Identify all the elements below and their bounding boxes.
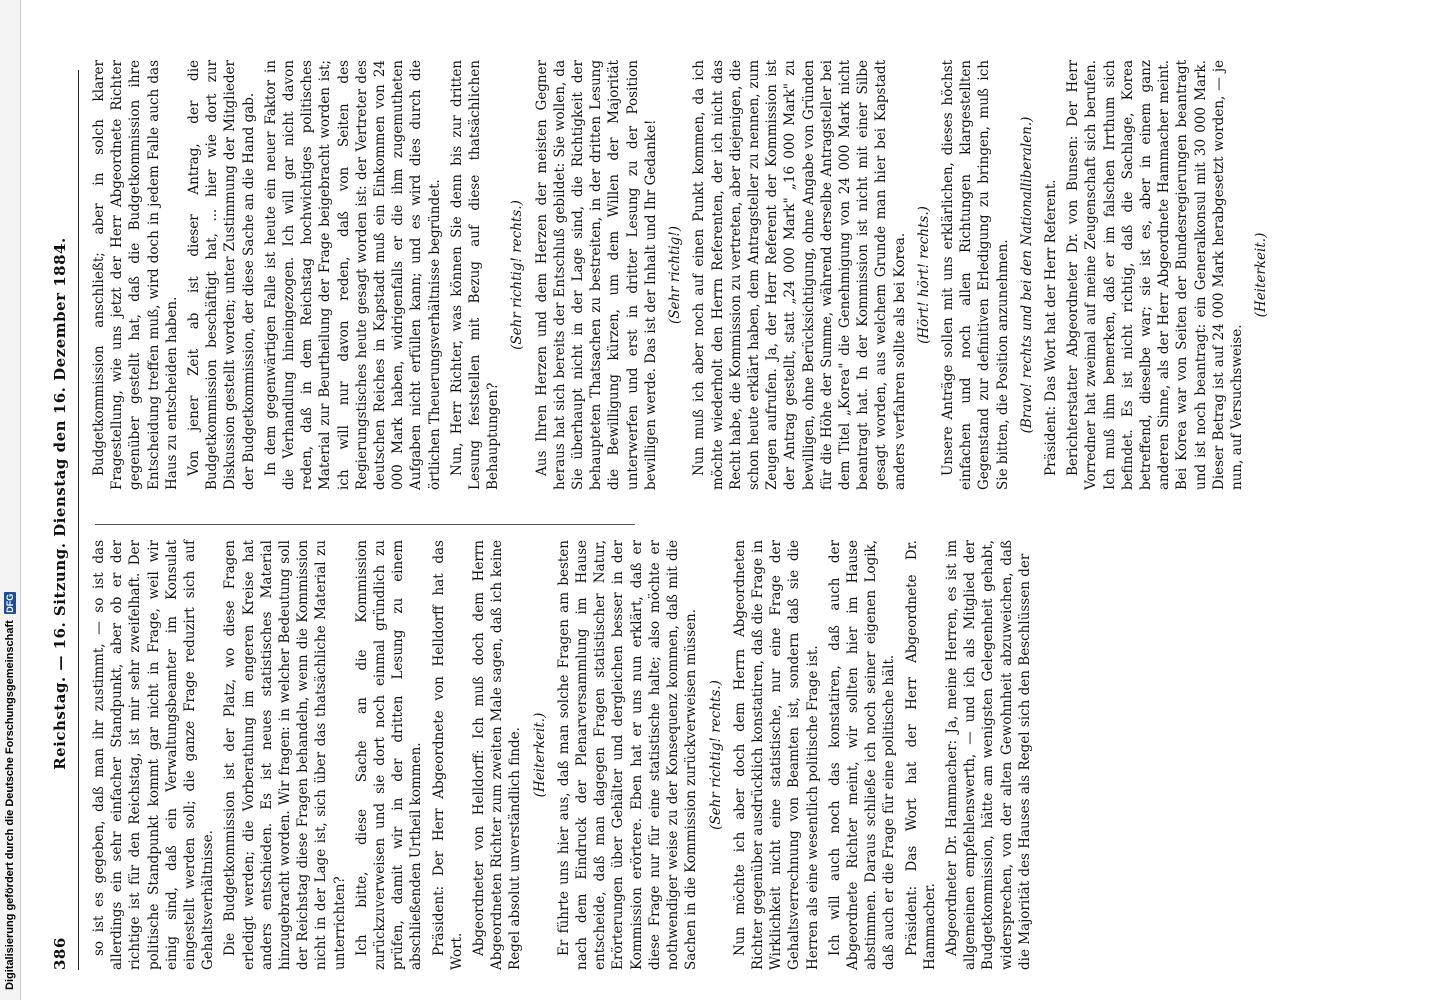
paragraph: Abgeordneter von Helldorff: Ich muß doch dem Herrn Abgeordneten Richter zum zweiten Male sagen, daß ich keine Regel absolut unverständlich finde. <box>471 540 524 970</box>
funding-sidebar <box>0 0 21 1000</box>
interjection: (Bravo! rechts und bei den Nationalliberalen.) <box>1018 116 1035 434</box>
header-rule <box>78 70 79 970</box>
paragraph: Abgeordneter Dr. Hammacher: Ja, meine Herren, es ist im allgemeinen empfehlenswerth, — und ich als Mitglied der Budgetkommission, hätte am wenigsten Gelegenheit gehabt, widersprechen, von der alten Gewohnheit abzuweichen, daß die Majorität des Hauses als Regel sich den Beschlüssen der <box>943 540 1033 970</box>
paragraph: Aus Ihren Herzen und dem Herzen der meisten Gegner heraus hat sich bereits der Entschluß gebildet: Sie wollen, da Sie überhaupt nicht in der Lage sind, die Richtigkeit der behaupteten Thatsachen zu bestreiten, in der dritten Lesung die Bewilligung kürzen, um dem Willen der Majorität unterwerfen und erst in dritter Lesung zu der Position bewilligen werde. Das ist der Inhalt und Ihr Gedanke! <box>533 60 659 490</box>
interjection: (Heiterkeit.) <box>1253 232 1270 318</box>
interjection: (Sehr richtig!) <box>667 225 684 325</box>
interjection: (Heiterkeit.) <box>531 712 548 798</box>
interjection: (Hört! hört! rechts.) <box>915 206 932 344</box>
paragraph: Unsere Anträge sollen mit uns erklärlichen, dieses höchst einfachen und noch allen Richtungen klargestellten Gegenstand zur definitiven Erledigung zu bringen, muß ich Sie bitten, die Position anzunehmen. <box>939 60 1011 490</box>
paragraph: Nun, Herr Richter, was können Sie denn bis zur dritten Lesung feststellen mit Bezug auf diese thatsächlichen Behauptungen? <box>448 60 502 490</box>
page-header <box>45 70 75 970</box>
right-column <box>90 60 1276 490</box>
paragraph: Berichterstatter Abgeordneter Dr. von Bunsen: Der Herr Vorredner hat zweimal auf meine Zeugenschaft sich berufen. Ich muß ihm bemerken, daß er im falschen Irrthum sich befindet. Es ist nicht richtig, daß die Sachlage, Korea betreffend, dieselbe war; sie ist es, aber in einem ganz anderen Sinne, als der Herr Abgeordnete Hammacher meint. Bei Korea war von Seiten der Bundesregierungen beantragt und ist noch beantragt: ein Generalkonsul mit 30 000 Mark. Dieser Betrag ist auf 24 000 Mark herabgesetzt worden, — je nun, auf Versuchsweise. <box>1065 60 1245 490</box>
dfg-logo-icon: DFG <box>5 593 15 613</box>
paragraph: Präsident: Der Herr Abgeordnete von Helldorff hat das Wort. <box>430 540 465 970</box>
paragraph: Er führte uns hier aus, daß man solche Fragen am besten nach dem Eindruck der Plenarversammlung im Hause entscheide, daß man dagegen Fragen statistischer Natur, Erörterungen über Gehälter und dergleichen besser in der Kommission erörtere. Eben hat er uns nun erklärt, daß er diese Frage nur für eine statistische halte; also möchte er nothwendiger weise zu der Konsequenz kommen, daß mit die Sachen in die Kommission zurückverweisen müssen. <box>555 540 700 970</box>
paragraph: Präsident: Das Wort hat der Herr Referent. <box>1042 179 1059 476</box>
paragraph: Ich bitte, diese Sache an die Kommission zurückzuverweisen und sie dort noch einmal gründlich zu prüfen, damit wir in der dritten Lesung zu einem abschließenden Urtheil kommen. <box>353 540 425 970</box>
paragraph: Nun möchte ich aber doch dem Herrn Abgeordneten Richter gegenüber ausdrücklich konstatiren, daß die Frage in Wirklichkeit nicht eine statistische, nur eine Frage der Gehaltsverrechnung von Beamten ist, sondern daß sie die Herren als eine wesentlich politische Frage ist. <box>731 540 821 970</box>
paragraph: In dem gegenwärtigen Falle ist heute ein neuer Faktor in die Verhandlung hineingezogen. Ich will gar nicht davon reden, daß in dem Reichstag hochwichtiges politisches Material zur Beurtheilung der Frage beigebracht worden ist; ich will nur davon reden, daß von Seiten des Regierungstisches heute gesagt worden ist: der Vertreter des deutschen Reiches in Kapstadt muß ein Einkommen von 24 000 Mark haben, widrigenfalls er die ihm zugemutheten Aufgaben nicht erfüllen kann; und es wird dies durch die örtlichen Theuerungsverhältnisse begründet. <box>262 60 443 490</box>
paragraph: Von jener Zeit ab ist dieser Antrag, der die Budgetkommission beschäftigt hat, ... hier wie dort zur Diskussion gestellt worden; unter Zustimmung der Mitglieder der Budgetkommission, der diese Sache an die Hand gab. <box>186 60 257 490</box>
interjection: (Sehr richtig! rechts.) <box>707 680 724 830</box>
interjection: (Sehr richtig! rechts.) <box>509 200 526 350</box>
funding-note <box>2 30 18 990</box>
paragraph: so ist es gegeben, daß man ihr zustimmt, — so ist das allerdings ein sehr einfacher Standpunkt, aber ob er der richtige ist für den Reichstag, ist mir sehr zweifelhaft. Der politische Standpunkt kommt gar nicht in Frage, weil wir einig sind, daß ein Verwaltungsbeamter im Konsulat eingestellt werden soll; die ganze Frage reduzirt sich auf Gehaltsverhältnisse. <box>91 540 217 970</box>
column-divider <box>95 524 635 525</box>
paragraph: Die Budgetkommission ist der Platz, wo diese Fragen erledigt werden; die Vorberathung im engeren Kreise hat anders entschieden. Es ist neues statistisches Material hinzugebracht worden. Wir fragen: in welcher Bedeutung soll der Reichstag diese Fragen behandeln, wenn die Kommission nicht in der Lage ist, sich über das thatsächliche Material zu unterrichten? <box>222 540 348 970</box>
page-number: 386 <box>51 937 69 970</box>
left-column <box>90 540 1038 970</box>
paragraph: Budgetkommission anschließt; aber in solch klarer Fragestellung, wie uns jetzt der Herr Abgeordnete Richter gegenüber gestellt hat, daß die Budgetkommission ihre Entscheidung treffen muß, wird doch in jedem Falle auch das Haus zu entscheiden haben. <box>91 60 180 490</box>
running-title: Reichstag. — 16. Sitzung. Dienstag den 16. Dezember 1884. <box>51 237 69 770</box>
paragraph: Ich will auch noch das konstatiren, daß auch der Abgeordnete Richter meint, wir sollten hier im Hause abstimmen. Daraus schließe ich noch seiner eigenen Logik, daß auch er die Frage für eine politische hält. <box>826 540 898 970</box>
paragraph: Nun muß ich aber noch auf einen Punkt kommen, da ich möchte wiederholt den Herrn Referenten, der ich nicht das Recht habe, die Kommission zu vertreten, aber diejenigen, die schon heute erklärt haben, dem Antragsteller zu nennen, zum Zeugen aufrufen. Ja, der Herr Referent der Kommission ist der Antrag gestellt, statt „24 000 Mark" „16 000 Mark" zu bewilligen, ohne Berücksichtigung, ohne Angabe von Gründen für die Höhe der Summe, während derselbe Antragsteller bei dem Titel „Korea" die Genehmigung von 24 000 Mark nicht beantragt hat. In der Kommission ist nicht mit einer Silbe gesagt worden, aus welchem Grunde man hier bei Kapstadt anders verfahren sollte als bei Korea. <box>691 60 908 490</box>
funding-text: Digitalisierung gefördert durch die Deutsche Forschungsgemeinschaft <box>4 620 16 990</box>
paragraph: Präsident: Das Wort hat der Herr Abgeordnete Dr. Hammacher. <box>903 540 938 970</box>
